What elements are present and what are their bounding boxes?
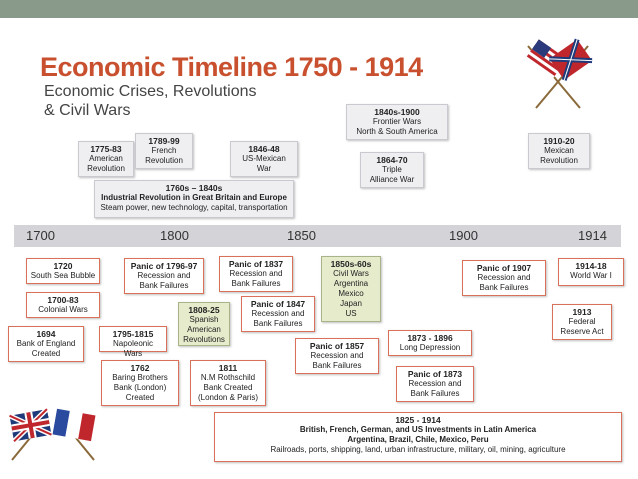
event-panic-1873: Panic of 1873 Recession and Bank Failures: [396, 366, 474, 402]
event-panic-1796-97: Panic of 1796-97 Recession and Bank Failures: [124, 258, 204, 294]
us-confederate-flags-icon: [518, 38, 598, 110]
event-1910-20: 1910-20 Mexican Revolution: [528, 133, 590, 169]
axis-label-1700: 1700: [26, 228, 55, 243]
axis-label-1850: 1850: [287, 228, 316, 243]
event-panic-1837: Panic of 1837 Recession and Bank Failures: [219, 256, 293, 292]
event-1700-83: 1700-83 Colonial Wars: [26, 292, 100, 318]
event-panic-1857: Panic of 1857 Recession and Bank Failures: [295, 338, 379, 374]
page-subtitle: Economic Crises, Revolutions & Civil Wars: [44, 83, 257, 119]
axis-label-1800: 1800: [160, 228, 189, 243]
event-1762: 1762 Baring Brothers Bank (London) Created: [101, 360, 179, 406]
timeline-axis: [14, 225, 621, 247]
event-1914-18: 1914-18 World War I: [558, 258, 624, 286]
top-bar: [0, 0, 638, 18]
event-panic-1847: Panic of 1847 Recession and Bank Failures: [241, 296, 315, 332]
event-1808-25: 1808-25 Spanish American Revolutions: [178, 302, 230, 346]
event-1873-1896: 1873 - 1896 Long Depression: [388, 330, 472, 356]
event-1789-99: 1789-99 French Revolution: [135, 133, 193, 169]
event-1846-48: 1846-48 US-Mexican War: [230, 141, 298, 177]
event-1850s-60s: 1850s-60s Civil Wars Argentina Mexico Japan US: [321, 256, 381, 322]
page-title: Economic Timeline 1750 - 1914: [40, 52, 423, 82]
event-1811: 1811 N.M Rothschild Bank Created (London & Paris): [190, 360, 266, 406]
event-industrial-revolution: 1760s – 1840s Industrial Revolution in Great Britain and Europe Steam power, new technology, capital, transportation: [94, 180, 294, 218]
event-1775-83: 1775-83 American Revolution: [78, 141, 134, 177]
event-1825-1914: 1825 - 1914 British, French, German, and US Investments in Latin America Argentina, Brazil, Chile, Mexico, Peru Railroads, ports, shipping, land, urban infrastructure, military, oil, mining, agriculture: [214, 412, 622, 462]
event-1864-70: 1864-70 Triple Alliance War: [360, 152, 424, 188]
event-1795-1815: 1795-1815 Napoleonic Wars: [99, 326, 167, 352]
event-1913: 1913 Federal Reserve Act: [552, 304, 612, 340]
axis-label-1914: 1914: [578, 228, 607, 243]
event-1720: 1720 South Sea Bubble: [26, 258, 100, 284]
axis-label-1900: 1900: [449, 228, 478, 243]
event-1840s-1900: 1840s-1900 Frontier Wars North & South America: [346, 104, 448, 140]
event-1694: 1694 Bank of England Created: [8, 326, 84, 362]
event-panic-1907: Panic of 1907 Recession and Bank Failures: [462, 260, 546, 296]
uk-france-flags-icon: [8, 398, 98, 462]
